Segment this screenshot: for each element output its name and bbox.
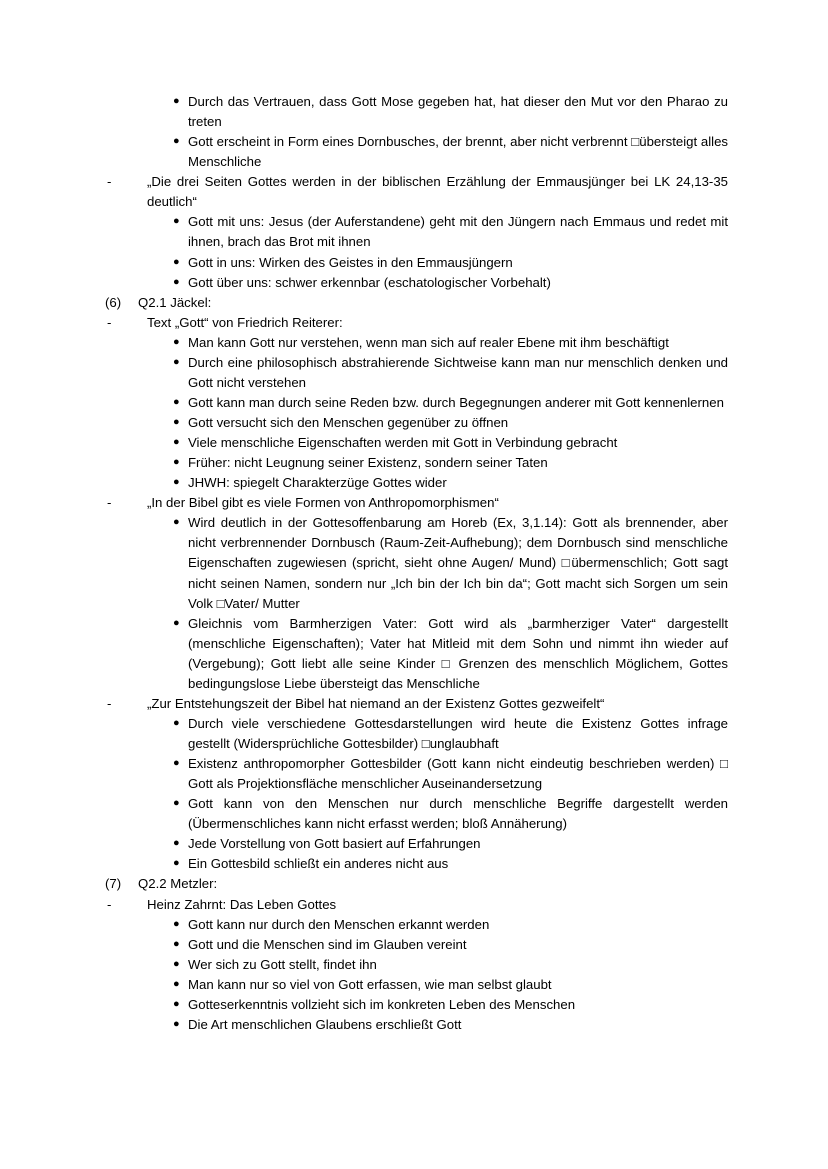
list-item-text: Gott und die Menschen sind im Glauben vereint <box>188 936 467 952</box>
list-item-text: Gott kann von den Menschen nur durch menschliche Begriffe dargestellt werden (Übermenschliches kann nicht erfasst werden; bloß Annäherung) <box>188 796 728 832</box>
list-item-text: Q2.1 Jäckel: <box>138 294 212 310</box>
number-marker: (7) <box>105 876 122 892</box>
document-body <box>105 92 728 1035</box>
list-item-text: Gott erscheint in Form eines Dornbusches, der brennt, aber nicht verbrennt □übersteigt alles Menschliche <box>188 134 728 170</box>
list-item-text: Gott kann nur durch den Menschen erkannt werden <box>188 916 490 932</box>
bullet-marker: ● <box>173 797 180 810</box>
list-item-bullet <box>105 935 728 955</box>
bullet-marker: ● <box>173 395 180 408</box>
bullet-marker: ● <box>173 416 180 428</box>
list-item-text: Gleichnis vom Barmherzigen Vater: Gott wird als „barmherziger Vater“ dargestellt (menschliche Eigenschaften); Vater hat Mitleid mit dem Sohn und nimmt ihn wieder auf (Vergebung); Gott liebt alle seine Kinder □ Grenzen des menschlich Möglichem, Gottes bedingungslose Liebe übersteigt das Menschliche <box>188 615 728 691</box>
dash-marker: - <box>107 314 112 330</box>
list-item-text: Wer sich zu Gott stellt, findet ihn <box>188 956 377 972</box>
list-item-dash <box>105 694 728 714</box>
list-item-text: Gott versucht sich den Menschen gegenüber zu öffnen <box>188 415 509 430</box>
bullet-marker: ● <box>173 757 180 770</box>
bullet-marker: ● <box>173 937 180 950</box>
bullet-marker: ● <box>173 275 180 288</box>
dash-marker: - <box>107 174 112 190</box>
bullet-marker: ● <box>173 1017 180 1030</box>
list-item-numbered <box>105 293 728 313</box>
list-item-bullet <box>105 513 728 613</box>
bullet-marker: ● <box>173 95 180 107</box>
list-item-bullet <box>105 915 728 935</box>
bullet-marker: ● <box>173 997 180 1010</box>
list-item-text: Gott über uns: schwer erkennbar (eschatologischer Vorbehalt) <box>188 274 551 290</box>
dash-marker: - <box>107 695 112 711</box>
bullet-marker: ● <box>173 837 180 850</box>
list-item-bullet <box>105 132 728 172</box>
list-item-text: JHWH: spiegelt Charakterzüge Gottes wider <box>188 475 447 491</box>
bullet-marker: ● <box>173 215 180 228</box>
list-item-text: Heinz Zahrnt: Das Leben Gottes <box>147 896 337 912</box>
list-item-text: Wird deutlich in der Gottesoffenbarung am Horeb (Ex, 3,1.14): Gott als brennender, aber nicht verbrennender Dornbusch (Raum-Zeit-Aufhebung); dem Dornbusch sind menschliche Eigenschaften zugewiesen (spricht, sieht ohne Augen/ Mund) □übermenschlich; Gott sagt nicht seinen Namen, sondern nur „Ich bin der Ich bin da“; Gott macht sich Sorgen um sein Volk □Vater/ Mutter <box>188 515 728 611</box>
list-item-bullet <box>105 614 728 694</box>
list-item-bullet <box>105 433 728 453</box>
list-item-bullet <box>105 353 728 393</box>
list-item-bullet <box>105 273 728 293</box>
list-item-bullet <box>105 393 728 413</box>
list-item-bullet <box>105 834 728 854</box>
list-item-dash <box>105 493 728 513</box>
list-item-text: Text „Gott“ von Friedrich Reiterer: <box>147 314 343 330</box>
list-item-bullet <box>105 754 728 794</box>
list-item-bullet <box>105 995 728 1015</box>
number-marker: (6) <box>105 294 122 310</box>
list-item-bullet <box>105 333 728 353</box>
list-item-bullet <box>105 975 728 995</box>
list-item-dash <box>105 895 728 915</box>
list-item-dash <box>105 313 728 333</box>
list-item-text: Viele menschliche Eigenschaften werden mit Gott in Verbindung gebracht <box>188 435 618 451</box>
list-item-text: „Die drei Seiten Gottes werden in der biblischen Erzählung der Emmausjünger bei LK 24,13-35 deutlich“ <box>147 174 728 210</box>
list-item-text: Durch das Vertrauen, dass Gott Mose gegeben hat, hat dieser den Mut vor den Pharao zu treten <box>188 94 728 130</box>
bullet-marker: ● <box>173 917 180 930</box>
list-item-bullet <box>105 212 728 252</box>
list-item-bullet <box>105 473 728 493</box>
list-item-bullet <box>105 92 728 132</box>
list-item-bullet <box>105 714 728 754</box>
list-item-text: Gotteserkenntnis vollzieht sich im konkreten Leben des Menschen <box>188 996 576 1012</box>
list-item-text: Man kann Gott nur verstehen, wenn man sich auf realer Ebene mit ihm beschäftigt <box>188 334 669 350</box>
bullet-marker: ● <box>173 957 180 970</box>
bullet-marker: ● <box>173 436 180 449</box>
bullet-marker: ● <box>173 716 180 729</box>
bullet-marker: ● <box>173 977 180 990</box>
list-item-text: Gott in uns: Wirken des Geistes in den Emmausjüngern <box>188 254 513 270</box>
bullet-marker: ● <box>173 335 180 348</box>
list-item-text: Gott kann man durch seine Reden bzw. durch Begegnungen anderer mit Gott kennenlernen <box>188 394 724 410</box>
list-item-text: Man kann nur so viel von Gott erfassen, wie man selbst glaubt <box>188 976 552 992</box>
list-item-text: „Zur Entstehungszeit der Bibel hat niemand an der Existenz Gottes gezweifelt“ <box>147 695 605 711</box>
list-item-bullet <box>105 854 728 874</box>
list-item-bullet <box>105 955 728 975</box>
list-item-bullet <box>105 794 728 834</box>
dash-marker: - <box>107 495 112 511</box>
bullet-marker: ● <box>173 355 180 368</box>
bullet-marker: ● <box>173 476 180 489</box>
list-item-text: Durch viele verschiedene Gottesdarstellungen wird heute die Existenz Gottes infrage gestellt (Widersprüchliche Gottesbilder) □unglaubhaft <box>188 715 728 751</box>
bullet-marker: ● <box>173 135 180 148</box>
bullet-marker: ● <box>173 857 180 870</box>
list-item-bullet <box>105 413 728 433</box>
bullet-marker: ● <box>173 516 180 529</box>
list-item-text: Existenz anthropomorpher Gottesbilder (Gott kann nicht eindeutig beschrieben werden) □ Gott als Projektionsfläche menschlicher Auseinandersetzung <box>188 756 728 792</box>
list-item-text: Gott mit uns: Jesus (der Auferstandene) geht mit den Jüngern nach Emmaus und redet mit ihnen, brach das Brot mit ihnen <box>188 214 728 250</box>
bullet-marker: ● <box>173 255 180 268</box>
list-item-bullet <box>105 453 728 473</box>
list-item-text: Jede Vorstellung von Gott basiert auf Erfahrungen <box>188 836 481 852</box>
list-item-text: Früher: nicht Leugnung seiner Existenz, sondern seiner Taten <box>188 455 548 471</box>
list-item-numbered <box>105 874 728 894</box>
list-item-text: „In der Bibel gibt es viele Formen von Anthropomorphismen“ <box>147 495 499 511</box>
list-item-dash <box>105 172 728 212</box>
list-item-text: Ein Gottesbild schließt ein anderes nicht aus <box>188 856 449 872</box>
list-item-text: Die Art menschlichen Glaubens erschließt Gott <box>188 1016 462 1032</box>
list-item-text: Durch eine philosophisch abstrahierende Sichtweise kann man nur menschlich denken und Gott nicht verstehen <box>188 354 728 390</box>
list-item-text: Q2.2 Metzler: <box>138 876 218 892</box>
bullet-marker: ● <box>173 616 180 629</box>
dash-marker: - <box>107 896 112 912</box>
bullet-marker: ● <box>173 456 180 469</box>
list-item-bullet <box>105 1015 728 1035</box>
list-item-bullet <box>105 253 728 273</box>
